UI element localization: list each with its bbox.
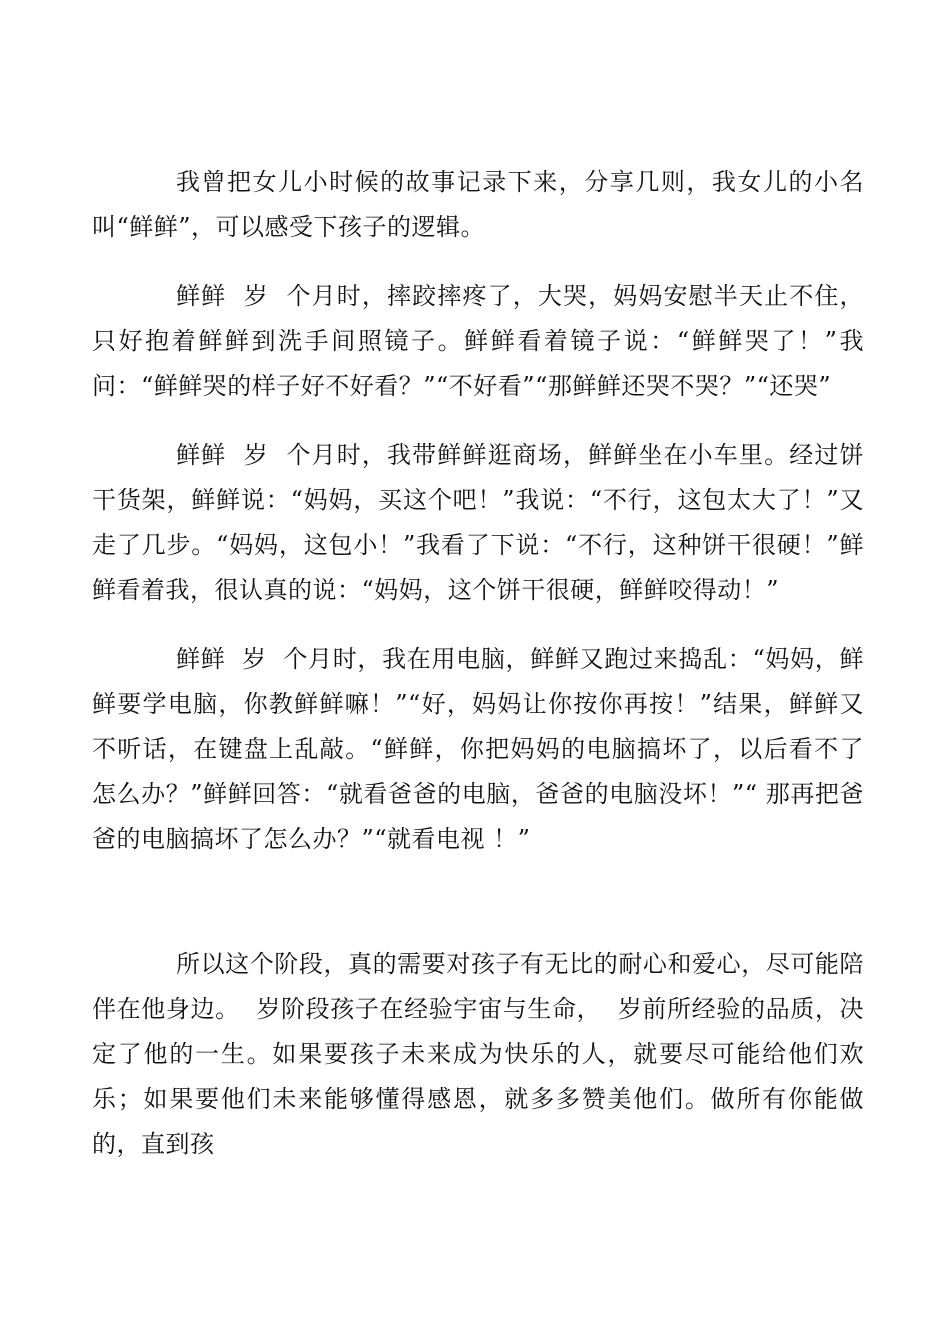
paragraph-conclusion: 所以这个阶段，真的需要对孩子有无比的耐心和爱心，尽可能陪伴在他身边。 岁阶段孩子在经验宇宙与生命， 岁前所经验的品质，决定了他的一生。如果要孩子未来成为快乐的人，就要尽可能给他们欢乐；如果要他们未来能够懂得感恩，就多多赞美他们。做所有你能做的，直到孩 <box>92 950 864 1158</box>
paragraph-story-computer: 鲜鲜 岁 个月时，我在用电脑，鲜鲜又跑过来捣乱：“妈妈，鲜鲜要学电脑，你教鲜鲜嘛！”“好，妈妈让你按你再按！”结果，鲜鲜又不听话，在键盘上乱敲。“鲜鲜，你把妈妈的电脑搞坏了，以后看不了怎么办？”鲜鲜回答：“就看爸爸的电脑，爸爸的电脑没坏！”“ 那再把爸爸的电脑搞坏了怎么办？”“就看电视 ！” <box>92 645 864 853</box>
paragraph-intro: 我曾把女儿小时候的故事记录下来，分享几则，我女儿的小名叫“鲜鲜”，可以感受下孩子的逻辑。 <box>92 168 864 241</box>
paragraph-story-mirror: 鲜鲜 岁 个月时，摔跤摔疼了，大哭，妈妈安慰半天止不住，只好抱着鲜鲜到洗手间照镜子。鲜鲜看着镜子说：“鲜鲜哭了！”我问：“鲜鲜哭的样子好不好看？”“不好看”“那鲜鲜还哭不哭？”“还哭” <box>92 282 864 400</box>
paragraph-story-biscuit: 鲜鲜 岁 个月时，我带鲜鲜逛商场，鲜鲜坐在小车里。经过饼干货架，鲜鲜说：“妈妈，买这个吧！”我说：“不行，这包太大了！”又走了几步。“妈妈，这包小！”我看了下说：“不行，这种饼干很硬！”鲜鲜看着我，很认真的说：“妈妈，这个饼干很硬，鲜鲜咬得动！” <box>92 441 864 604</box>
document-body <box>92 160 864 1191</box>
